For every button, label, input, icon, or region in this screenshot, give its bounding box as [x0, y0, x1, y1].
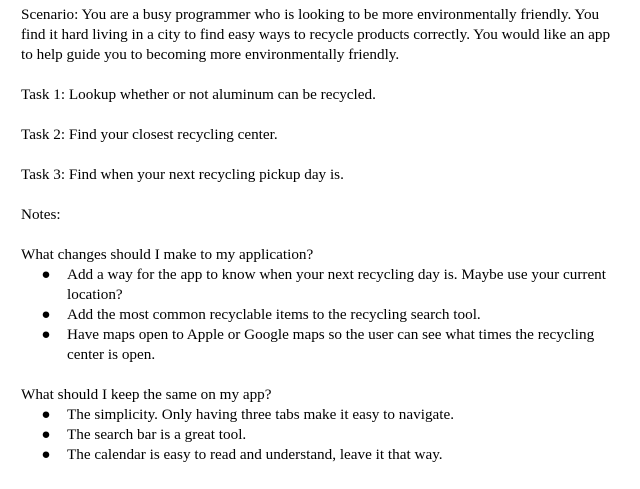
list-item-text: Add the most common recyclable items to the recycling search tool.: [67, 306, 481, 323]
task-2: Task 2: Find your closest recycling center.: [21, 126, 278, 143]
list-item: [21, 305, 621, 325]
document-body: [21, 5, 621, 465]
bullet-icon: ●: [41, 266, 51, 283]
keep-question: What should I keep the same on my app?: [21, 386, 272, 403]
scenario-paragraph: Scenario: You are a busy programmer who is looking to be more environmentally friendly. You find it hard living in a city to find easy ways to recycle products correctly. You would like an app to help guide you to becoming more environmentally friendly.: [21, 6, 611, 63]
spacer: [21, 105, 621, 125]
bullet-icon: ●: [41, 446, 51, 463]
spacer: [21, 225, 621, 245]
changes-question: What changes should I make to my application?: [21, 246, 314, 263]
task-3: Task 3: Find when your next recycling pickup day is.: [21, 166, 344, 183]
list-item-text: The calendar is easy to read and understand, leave it that way.: [67, 446, 443, 463]
keep-list: [21, 405, 621, 465]
task-1: Task 1: Lookup whether or not aluminum can be recycled.: [21, 86, 376, 103]
spacer: [21, 145, 621, 165]
spacer: [21, 65, 621, 85]
list-item-text: Have maps open to Apple or Google maps so the user can see what times the recycling center is open.: [67, 326, 595, 363]
spacer: [21, 185, 621, 205]
bullet-icon: ●: [41, 406, 51, 423]
list-item: [21, 445, 621, 465]
bullet-icon: ●: [41, 306, 51, 323]
spacer: [21, 365, 621, 385]
list-item-text: The search bar is a great tool.: [67, 426, 247, 443]
list-item: [21, 265, 621, 305]
list-item-text: The simplicity. Only having three tabs make it easy to navigate.: [67, 406, 455, 423]
changes-list: [21, 265, 621, 365]
bullet-icon: ●: [41, 326, 51, 343]
list-item: [21, 425, 621, 445]
bullet-icon: ●: [41, 426, 51, 443]
notes-label: Notes:: [21, 206, 61, 223]
list-item-text: Add a way for the app to know when your next recycling day is. Maybe use your current location?: [67, 266, 607, 303]
list-item: [21, 405, 621, 425]
list-item: [21, 325, 621, 365]
